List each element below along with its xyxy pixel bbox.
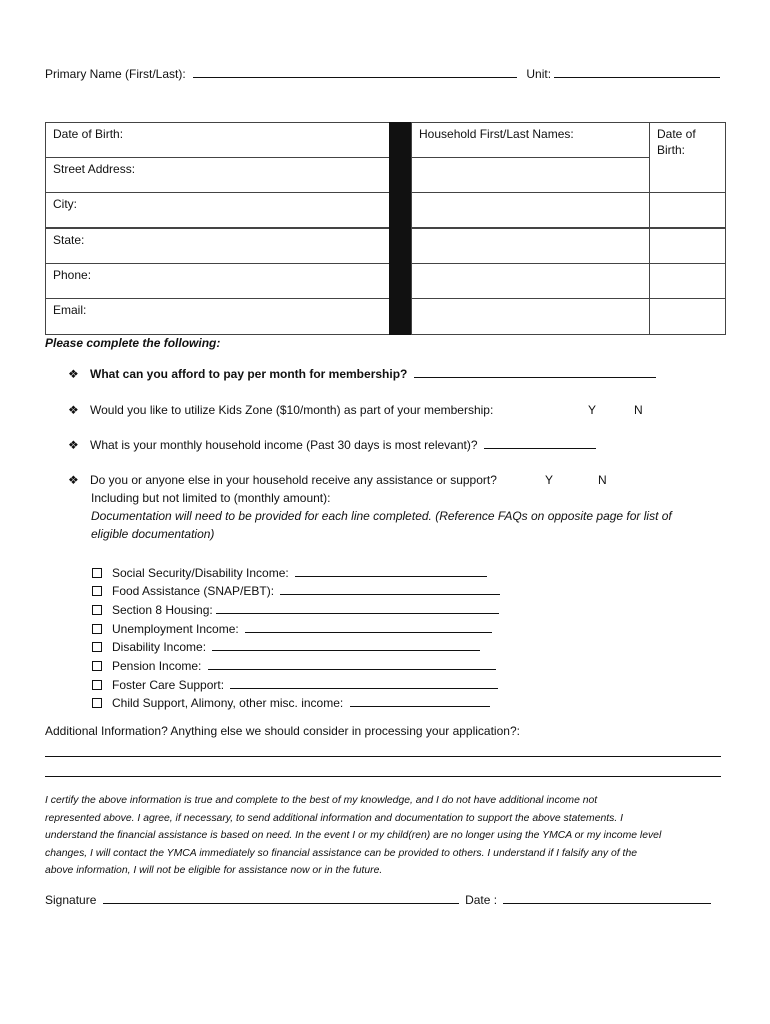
question-assistance <box>68 472 688 489</box>
assistance-no-option[interactable]: N <box>598 473 607 487</box>
primary-name-field[interactable] <box>193 66 517 78</box>
additional-info-line-2[interactable] <box>45 765 721 777</box>
street-address-cell[interactable] <box>45 157 390 193</box>
household-dob-row[interactable] <box>649 228 726 264</box>
dob-cell[interactable] <box>45 122 390 158</box>
assistance-item[interactable] <box>92 657 496 676</box>
checkbox-icon[interactable] <box>92 642 102 652</box>
assistance-item[interactable] <box>92 582 500 601</box>
dob-label: Date of Birth: <box>53 127 124 141</box>
diamond-bullet-icon: ❖ <box>68 473 79 487</box>
phone-label: Phone: <box>53 268 92 282</box>
city-label: City: <box>53 197 77 211</box>
household-dob-label-line1: Date of <box>657 127 696 141</box>
signature-row <box>45 892 711 907</box>
question-kids-zone <box>68 402 688 419</box>
checkbox-icon[interactable] <box>92 698 102 708</box>
assistance-item-label: Child Support, Alimony, other misc. income: <box>112 696 344 710</box>
q4-documentation-note-line1: Documentation will need to be provided for each line completed. (Reference FAQs on opposite page for list of <box>91 509 672 523</box>
q2-text: Would you like to utilize Kids Zone ($10/month) as part of your membership: <box>90 403 494 417</box>
q4-including-text: Including but not limited to (monthly amount): <box>91 491 331 505</box>
diamond-bullet-icon: ❖ <box>68 403 79 417</box>
household-dob-row[interactable] <box>649 192 726 228</box>
assistance-item-label: Foster Care Support: <box>112 678 225 692</box>
diamond-bullet-icon: ❖ <box>68 367 79 381</box>
q3-answer-field[interactable] <box>484 437 596 449</box>
assistance-item-label: Social Security/Disability Income: <box>112 566 289 580</box>
q1-answer-field[interactable] <box>414 366 656 378</box>
checkbox-icon[interactable] <box>92 568 102 578</box>
assistance-item[interactable] <box>92 601 499 620</box>
primary-name-row <box>45 66 725 81</box>
assistance-item-label: Food Assistance (SNAP/EBT): <box>112 584 275 598</box>
checkbox-icon[interactable] <box>92 624 102 634</box>
assistance-item[interactable] <box>92 676 498 695</box>
household-dob-row[interactable] <box>649 263 726 299</box>
diamond-bullet-icon: ❖ <box>68 438 79 452</box>
household-names-header <box>411 122 650 158</box>
certification-line: understand the financial assistance is based on need. In the event I or my child(ren) are no longer using the YMCA or my income level <box>45 830 662 841</box>
phone-cell[interactable] <box>45 263 390 299</box>
certification-line: I certify the above information is true and complete to the best of my knowledge, and I do not have additional income not <box>45 795 598 806</box>
certification-line: represented above. I agree, if necessary, to send additional information and documentation to support the above statements. I <box>45 812 623 824</box>
section-heading: Please complete the following: <box>45 336 221 350</box>
street-address-label: Street Address: <box>53 162 136 176</box>
assistance-item-label: Unemployment Income: <box>112 622 239 636</box>
question-household-income <box>68 437 596 454</box>
household-dob-label-line2: Birth: <box>657 143 686 157</box>
certification-line: above information, I will not be eligible for assistance now or in the future. <box>45 865 383 876</box>
unit-field[interactable] <box>554 66 720 78</box>
q1-text: What can you afford to pay per month for membership? <box>90 367 408 381</box>
city-cell[interactable] <box>45 192 390 228</box>
q4-documentation-note-line2: eligible documentation) <box>91 527 215 541</box>
assistance-item-label: Pension Income: <box>112 659 202 673</box>
assistance-amount-field[interactable] <box>350 695 490 707</box>
household-dob-row[interactable] <box>649 298 726 335</box>
certification-line: changes, I will contact the YMCA immediately so financial assistance can be provided to others. I understand if I falsify any of the <box>45 847 637 859</box>
additional-info-line-1[interactable] <box>45 745 721 757</box>
assistance-amount-field[interactable] <box>245 621 492 633</box>
checkbox-icon[interactable] <box>92 605 102 615</box>
assistance-item[interactable] <box>92 564 487 583</box>
separator-column <box>389 122 412 335</box>
kids-zone-yes-option[interactable]: Y <box>588 403 597 417</box>
assistance-item[interactable] <box>92 638 480 657</box>
question-membership-cost <box>68 366 656 383</box>
checkbox-icon[interactable] <box>92 661 102 671</box>
kids-zone-no-option[interactable]: N <box>634 403 643 417</box>
certification-text <box>45 792 735 880</box>
date-label: Date : <box>465 893 498 907</box>
applicant-info-table <box>45 122 726 335</box>
signature-label: Signature <box>45 893 97 907</box>
assistance-item-label: Disability Income: <box>112 640 207 654</box>
additional-info-label: Additional Information? Anything else we should consider in processing your application?: <box>45 724 520 738</box>
assistance-amount-field[interactable] <box>295 565 487 577</box>
checkbox-icon[interactable] <box>92 680 102 690</box>
assistance-amount-field[interactable] <box>230 677 498 689</box>
date-field[interactable] <box>503 892 711 904</box>
household-name-row[interactable] <box>411 157 650 193</box>
email-label: Email: <box>53 303 87 317</box>
household-name-row[interactable] <box>411 192 650 228</box>
assistance-amount-field[interactable] <box>208 658 496 670</box>
assistance-amount-field[interactable] <box>216 602 499 614</box>
assistance-item[interactable] <box>92 620 492 639</box>
q3-text: What is your monthly household income (Past 30 days is most relevant)? <box>90 438 478 452</box>
state-cell[interactable] <box>45 228 390 264</box>
primary-name-label: Primary Name (First/Last): <box>45 67 186 81</box>
assistance-item[interactable] <box>92 694 490 713</box>
signature-field[interactable] <box>103 892 459 904</box>
state-label: State: <box>53 233 85 247</box>
assistance-item-label: Section 8 Housing: <box>112 603 213 617</box>
household-names-label: Household First/Last Names: <box>419 127 574 141</box>
q4-text: Do you or anyone else in your household receive any assistance or support? <box>90 473 497 487</box>
checkbox-icon[interactable] <box>92 586 102 596</box>
household-dob-header <box>649 122 726 193</box>
household-name-row[interactable] <box>411 228 650 264</box>
assistance-amount-field[interactable] <box>212 639 480 651</box>
unit-label: Unit: <box>526 67 552 81</box>
assistance-yes-option[interactable]: Y <box>545 473 554 487</box>
household-name-row[interactable] <box>411 263 650 299</box>
household-name-row[interactable] <box>411 298 650 335</box>
q4-details <box>91 489 711 543</box>
email-cell[interactable] <box>45 298 390 335</box>
assistance-amount-field[interactable] <box>280 583 500 595</box>
